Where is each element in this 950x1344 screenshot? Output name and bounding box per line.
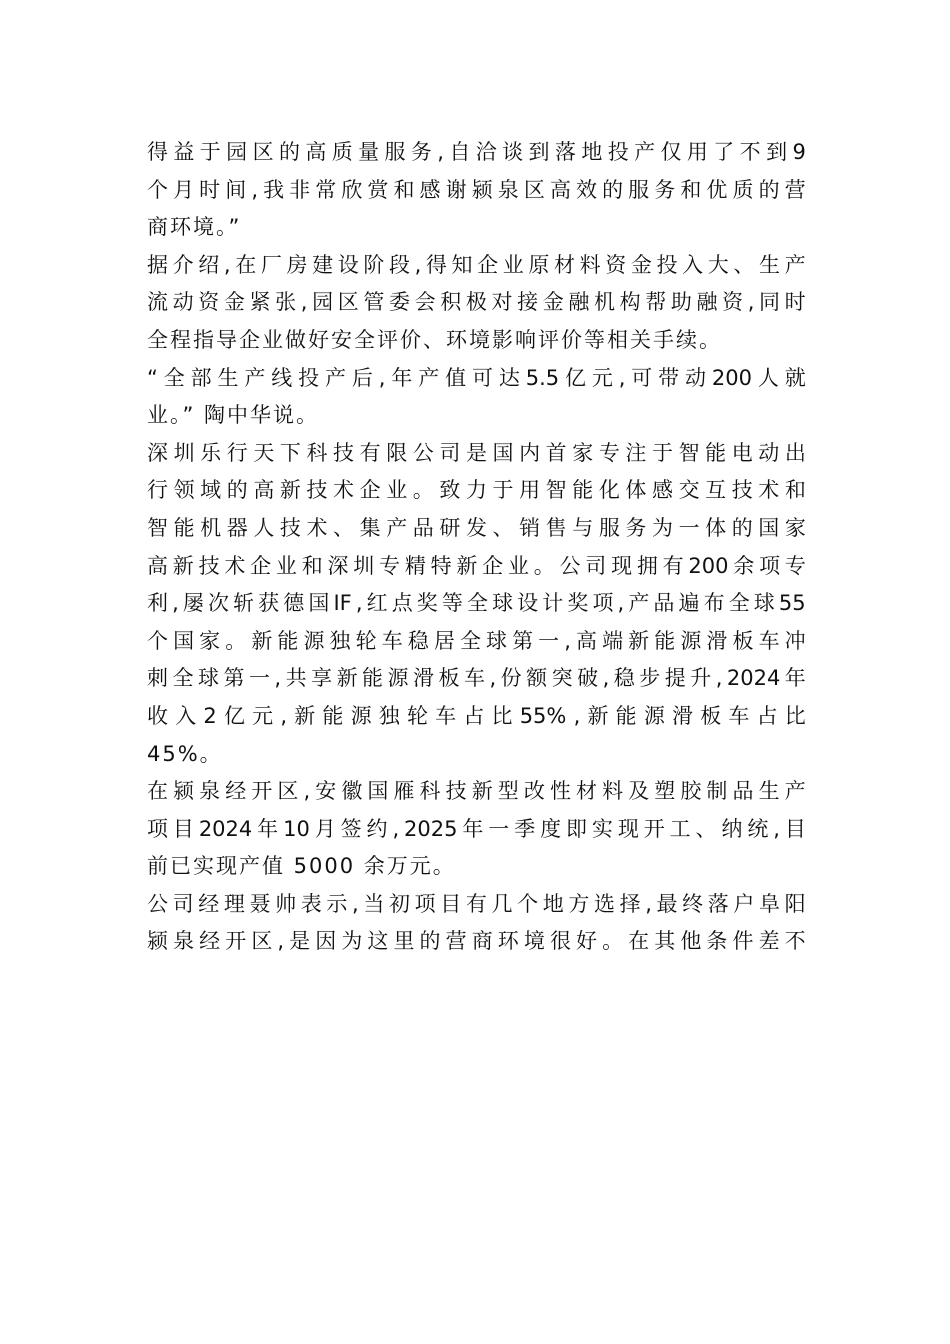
document-page xyxy=(147,134,806,961)
text-line: 深 圳 乐 行 天 下 科 技 有 限 公 司 是 国 内 首 家 专 注 于 智 能 电 动 出 xyxy=(147,440,806,465)
text-line: 商环境。” xyxy=(147,215,242,240)
paragraph-5 xyxy=(147,773,806,886)
paragraph-2 xyxy=(147,247,806,360)
text-line: 业。” 陶中华说。 xyxy=(147,403,320,428)
text-line: 利 , 屡 次 斩 获 德 国 IF , 红 点 奖 等 全 球 设 计 奖 项 , 产 品 遍 布 全 球 55 xyxy=(147,591,806,616)
text-line: “ 全 部 生 产 线 投 产 后 , 年 产 值 可 达 5.5 亿 元 , 可 带 动 200 人 就 xyxy=(147,365,806,390)
text-line: 据 介 绍 , 在 厂 房 建 设 阶 段 , 得 知 企 业 原 材 料 资 金 投 入 大 、 生 产 xyxy=(147,252,806,277)
text-line: 收 入 2 亿 元 , 新 能 源 独 轮 车 占 比 55% , 新 能 源 滑 板 车 占 比 xyxy=(147,703,806,728)
text-line: 45%。 xyxy=(147,741,223,766)
text-line: 全程指导企业做好安全评价、环境影响评价等相关手续。 xyxy=(147,327,722,352)
paragraph-3 xyxy=(147,360,806,435)
text-line: 智 能 机 器 人 技 术 、 集 产 品 研 发 、 销 售 与 服 务 为 一 体 的 国 家 xyxy=(147,515,806,540)
text-line: 个 国 家 。 新 能 源 独 轮 车 稳 居 全 球 第 一 , 高 端 新 能 源 滑 板 车 冲 xyxy=(147,628,806,653)
text-line: 高 新 技 术 企 业 和 深 圳 专 精 特 新 企 业 。 公 司 现 拥 有 200 余 项 专 xyxy=(147,553,806,578)
text-line: 前已实现产值 5000 余万元。 xyxy=(147,854,456,879)
text-line: 在 颍 泉 经 开 区 , 安 徽 国 雁 科 技 新 型 改 性 材 料 及 塑 胶 制 品 生 产 xyxy=(147,779,806,804)
paragraph-4 xyxy=(147,435,806,773)
text-line: 个 月 时 间 , 我 非 常 欣 赏 和 感 谢 颍 泉 区 高 效 的 服 务 和 优 质 的 营 xyxy=(147,177,806,202)
paragraph-6 xyxy=(147,886,806,961)
text-line: 项 目 2024 年 10 月 签 约 , 2025 年 一 季 度 即 实 现 开 工 、 纳 统 , 目 xyxy=(147,816,806,841)
text-line: 颍 泉 经 开 区 , 是 因 为 这 里 的 营 商 环 境 很 好 。 在 其 他 条 件 差 不 xyxy=(147,929,806,954)
text-line: 得 益 于 园 区 的 高 质 量 服 务 , 自 洽 谈 到 落 地 投 产 仅 用 了 不 到 9 xyxy=(147,140,806,164)
text-line: 流 动 资 金 紧 张 , 园 区 管 委 会 积 极 对 接 金 融 机 构 帮 助 融 资 , 同 时 xyxy=(147,290,806,315)
text-line: 刺 全 球 第 一 , 共 享 新 能 源 滑 板 车 , 份 额 突 破 , 稳 步 提 升 , 2024 年 xyxy=(147,666,806,691)
paragraph-1 xyxy=(147,134,806,247)
text-line: 行 领 域 的 高 新 技 术 企 业 。 致 力 于 用 智 能 化 体 感 交 互 技 术 和 xyxy=(147,478,806,503)
text-line: 公 司 经 理 聂 帅 表 示 , 当 初 项 目 有 几 个 地 方 选 择 , 最 终 落 户 阜 阳 xyxy=(147,891,806,916)
